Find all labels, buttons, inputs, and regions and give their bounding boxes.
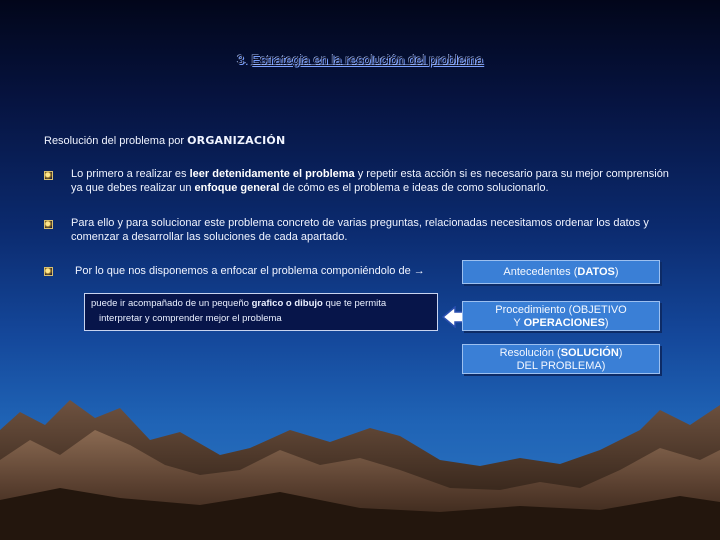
box-datos xyxy=(462,260,660,284)
bullet-icon xyxy=(44,171,53,180)
box-resolucion-line2: DEL PROBLEMA) xyxy=(516,360,606,372)
title-number: 3. xyxy=(236,52,252,67)
note-box xyxy=(84,293,438,331)
bullet-icon xyxy=(44,267,53,276)
box-procedimiento xyxy=(462,301,660,331)
box-procedimiento-text-b: ) xyxy=(604,317,609,329)
note-text-a: puede ir acompañado de un pequeño xyxy=(91,298,252,309)
bullet-1-bold-a: leer detenidamente el problema xyxy=(189,168,355,180)
bullet-1-text-b: y repetir esta acción si es necesario para su mejor comprensión ya que debes realizar un xyxy=(71,168,669,194)
mountain-landscape-image xyxy=(0,370,720,540)
bullet-1-text-c: de cómo es el problema e ideas de como solucionarlo. xyxy=(279,182,549,194)
title-link[interactable]: Estrategia en la resolución del problema xyxy=(251,52,484,67)
bullet-1-text-a: Lo primero a realizar es xyxy=(71,168,190,180)
subtitle-text: Resolución del problema por xyxy=(44,135,188,147)
box-procedimiento-bold: OPERACIONES xyxy=(523,317,605,329)
subtitle-bold: ORGANIZACIÓN xyxy=(187,134,286,147)
box-procedimiento-line1: Procedimiento (OBJETIVO xyxy=(495,304,627,316)
box-procedimiento-text: Y xyxy=(513,317,524,329)
box-resolucion: Resolución (SOLUCIÓN) DEL PROBLEMA) xyxy=(462,344,660,374)
box-datos-text-a: Antecedentes ( xyxy=(503,266,578,278)
box-datos-bold: DATOS xyxy=(577,266,615,278)
bullet-paragraph-2: Para ello y para solucionar este problema concreto de varias preguntas, relacionadas necesitamos ordenar los datos y comenzar a desarrollar las soluciones de cada apartado. xyxy=(71,217,649,243)
box-datos-text-b: ) xyxy=(614,266,619,278)
slide-title xyxy=(0,52,720,67)
note-text-line2: interpretar y comprender mejor el problema xyxy=(99,313,282,324)
note-bold: grafico o dibujo xyxy=(251,298,323,309)
right-arrow-icon: → xyxy=(413,265,425,277)
bullet-icon xyxy=(44,220,53,229)
bullet-paragraph-1 xyxy=(71,167,671,195)
note-text-b: que te permita xyxy=(322,298,387,309)
bullet-1-bold-b: enfoque general xyxy=(194,182,280,194)
section-subtitle xyxy=(44,134,285,147)
box-resolucion-text: Resolución ( xyxy=(499,347,561,359)
box-resolucion-bold: SOLUCIÓN xyxy=(560,347,619,359)
bullet-paragraph-3 xyxy=(75,264,475,278)
bullet-3-text: Por lo que nos disponemos a enfocar el problema componiéndolo de xyxy=(75,265,411,277)
